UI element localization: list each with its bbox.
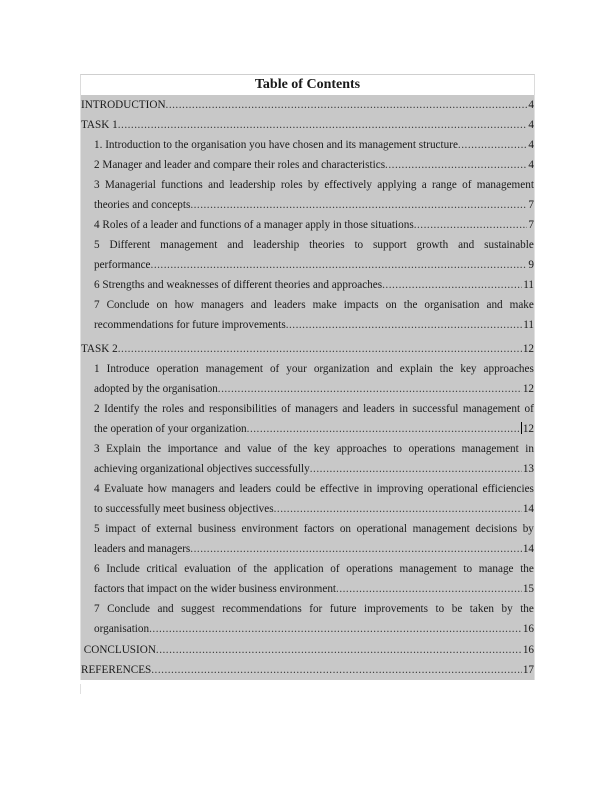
toc-word: by [522, 523, 534, 535]
toc-word: organisation [424, 299, 480, 311]
toc-word: could [275, 483, 301, 495]
toc-word: by [501, 603, 513, 615]
toc-word: key [313, 443, 330, 455]
toc-page-number: 17 [522, 664, 534, 676]
toc-word: leaders [273, 299, 306, 311]
toc-word: Explain [106, 443, 141, 455]
toc-word: to [393, 443, 402, 455]
toc-entry-text: REFERENCES [81, 664, 152, 676]
toc-page-number: 7 [528, 219, 534, 231]
toc-page-number: 4 [528, 139, 534, 151]
toc-word: management [412, 523, 470, 535]
toc-word: critical [146, 563, 178, 575]
toc-entry-task2[interactable] [81, 339, 534, 359]
toc-word: management [461, 443, 519, 455]
toc-word: of [269, 363, 280, 375]
toc-word: and [218, 483, 235, 495]
toc-page-number: 11 [523, 319, 534, 331]
toc-entry-text: 2 Manager and leader and compare their roles and characteristics [94, 159, 386, 171]
dot-leader [151, 255, 528, 275]
dot-leader [247, 419, 520, 439]
toc-word: make [312, 299, 337, 311]
toc-entry-text: the operation of your organization [94, 423, 247, 435]
toc-entry-task1-4[interactable] [81, 215, 534, 235]
toc-entry-text: 1. Introduction to the organisation you have chosen and its management structure [94, 139, 458, 151]
toc-title: Table of Contents [80, 74, 535, 95]
toc-page-number: 7 [528, 199, 534, 211]
toc-word: 4 [94, 483, 100, 495]
dot-leader [118, 339, 522, 359]
toc-entry-text: to successfully meet business objectives [94, 503, 274, 515]
toc-word: in [399, 403, 408, 415]
toc-word: the [293, 443, 308, 455]
toc-entry-task2-2[interactable] [81, 399, 534, 439]
toc-word: explain [399, 363, 433, 375]
toc-word: and [188, 403, 205, 415]
toc-word: approaches [336, 443, 387, 455]
toc-entry-text: organisation [94, 623, 150, 635]
toc-word: improvements [364, 603, 429, 615]
toc-word: in [363, 483, 373, 495]
toc-entry-first-line [94, 175, 534, 195]
toc-word: and [224, 443, 241, 455]
toc-entry-text: 6 Strengths and weaknesses of different theories and approaches [94, 279, 383, 291]
toc-word: by [307, 179, 320, 191]
toc-word: Identify [104, 403, 140, 415]
text-cursor [521, 422, 522, 434]
toc-word: the [520, 603, 534, 615]
toc-entry-text: recommendations for future improvements [94, 319, 286, 331]
toc-entry-task2-3[interactable] [81, 439, 534, 479]
toc-word: impact [105, 523, 136, 535]
toc-word: taken [469, 603, 495, 615]
toc-word: the [143, 403, 158, 415]
toc-entry-first-line [94, 479, 534, 499]
toc-word: on [385, 299, 397, 311]
toc-entry-task2-7[interactable] [81, 599, 534, 639]
toc-word: organization [313, 363, 370, 375]
toc-page-number: 13 [522, 463, 534, 475]
toc-word: and [157, 603, 174, 615]
toc-word: 1 [94, 363, 100, 375]
toc-entry-first-line [94, 359, 534, 379]
toc-page-number: 9 [528, 259, 534, 271]
toc-entry-first-line [94, 235, 534, 255]
toc-word: management [160, 239, 218, 251]
toc-word: be [451, 603, 463, 615]
toc-word: operations [408, 443, 456, 455]
toc-word: managers [171, 483, 215, 495]
toc-word: in [525, 443, 534, 455]
toc-entry-first-line [94, 439, 534, 459]
toc-word: future [329, 603, 357, 615]
toc-word: managers [200, 299, 244, 311]
toc-entry-introduction[interactable] [81, 95, 534, 115]
toc-word: 3 [94, 179, 100, 191]
toc-word: leaders [363, 403, 395, 415]
dot-leader [274, 499, 522, 519]
toc-entry-text: leaders and managers [94, 543, 191, 555]
toc-entry-task1-3[interactable] [81, 175, 534, 215]
toc-word: of [524, 403, 534, 415]
toc-word: 2 [94, 403, 100, 415]
toc-word: make [509, 299, 534, 311]
toc-word: of [277, 443, 288, 455]
toc-word: effective [320, 483, 359, 495]
toc-word: operation [156, 363, 199, 375]
toc-page-number: 15 [522, 583, 534, 595]
toc-word: responsibilities [209, 403, 277, 415]
toc-word: of [281, 403, 291, 415]
toc-word: value [247, 443, 272, 455]
toc-word: operational [356, 523, 407, 535]
toc-word: Include [106, 563, 140, 575]
toc-word: importance [167, 443, 218, 455]
toc-page-number: 12 [522, 383, 534, 395]
toc-word: Conclude [106, 299, 150, 311]
toc-word: Evaluate [104, 483, 144, 495]
toc-word: and [227, 239, 244, 251]
toc-entry-text: TASK 1 [81, 119, 118, 131]
toc-word: your [286, 363, 307, 375]
toc-word: successful [412, 403, 459, 415]
toc-entry-text: 4 Roles of a leader and functions of a manager apply in those situations [94, 219, 414, 231]
toc-entry-first-line [94, 559, 534, 579]
toc-page-number [520, 419, 534, 439]
toc-entry-task2-4[interactable] [81, 479, 534, 519]
toc-word: approaches [483, 363, 534, 375]
toc-word: and [250, 299, 267, 311]
toc-page-number: 12 [522, 343, 534, 355]
toc-word: 7 [94, 299, 100, 311]
toc-word: of [237, 563, 247, 575]
dot-leader [156, 640, 522, 660]
page-border-tail [80, 684, 81, 694]
toc-entry-task2-5[interactable] [81, 519, 534, 559]
toc-word: range [431, 179, 457, 191]
toc-word: operations [346, 563, 393, 575]
dot-leader [336, 579, 522, 599]
toc-word: evaluation [184, 563, 231, 575]
toc-body [80, 95, 535, 680]
toc-entry-references[interactable] [81, 660, 534, 680]
toc-word: roles [162, 403, 184, 415]
toc-word: impacts [343, 299, 379, 311]
toc-word: improving [376, 483, 424, 495]
toc-word: 7 [94, 603, 100, 615]
toc-page-number: 11 [523, 279, 534, 291]
toc-word: on [339, 523, 351, 535]
toc-entry-text: INTRODUCTION [81, 99, 166, 111]
toc-word: and [486, 299, 503, 311]
toc-word: leaders [239, 483, 272, 495]
dot-leader [310, 459, 522, 479]
toc-page-number: 16 [522, 644, 534, 656]
toc-word: recommendations [222, 603, 302, 615]
toc-word: factors [303, 523, 335, 535]
toc-entry-first-line [94, 519, 534, 539]
toc-word: functions [161, 179, 203, 191]
toc-word: management [462, 403, 521, 415]
toc-entry-text: achieving organizational objectives successfully [94, 463, 310, 475]
toc-word: effectively [324, 179, 372, 191]
toc-word: 6 [94, 563, 100, 575]
toc-entry-task1-1[interactable] [81, 135, 534, 155]
toc-word: business [197, 523, 236, 535]
toc-word: and [458, 239, 475, 251]
toc-word: and [342, 403, 359, 415]
toc-word: the [439, 363, 454, 375]
toc-word: for [309, 603, 323, 615]
toc-word: of [462, 179, 472, 191]
table-of-contents [80, 74, 535, 680]
dot-leader [149, 619, 522, 639]
toc-word: manage [478, 563, 514, 575]
toc-word: management [205, 363, 263, 375]
toc-page-number: 4 [528, 99, 534, 111]
toc-word: how [147, 483, 167, 495]
toc-word: the [253, 563, 268, 575]
toc-entry-task2-6[interactable] [81, 559, 534, 599]
toc-word: managers [295, 403, 338, 415]
toc-word: management [476, 179, 534, 191]
dot-leader [166, 95, 528, 115]
toc-entry-text: factors that impact on the wider business environment [94, 583, 337, 595]
toc-page-number: 4 [528, 159, 534, 171]
toc-word: 5 [94, 239, 100, 251]
toc-word: support [373, 239, 407, 251]
dot-leader [218, 379, 522, 399]
toc-word: efficiencies [482, 483, 534, 495]
toc-word: leadership [229, 179, 276, 191]
dot-leader [190, 539, 522, 559]
toc-entry-task1-6[interactable] [81, 275, 534, 295]
toc-page-number: 4 [528, 119, 534, 131]
toc-word: leadership [253, 239, 300, 251]
toc-page-number: 14 [522, 543, 534, 555]
toc-entry-task1-5[interactable] [81, 235, 534, 275]
dot-leader [385, 155, 527, 175]
dot-leader [118, 115, 528, 135]
toc-word: be [304, 483, 316, 495]
toc-word: external [156, 523, 193, 535]
toc-entry-text: theories and concepts [94, 199, 191, 211]
toc-word: to [463, 563, 473, 575]
toc-word: sustainable [484, 239, 534, 251]
toc-word: to [354, 239, 364, 251]
toc-word: 5 [94, 523, 100, 535]
toc-entry-conclusion[interactable] [81, 640, 534, 660]
dot-leader [414, 215, 528, 235]
toc-word: suggest [181, 603, 215, 615]
dot-leader [458, 135, 527, 155]
toc-word: decisions [475, 523, 518, 535]
toc-word: Different [109, 239, 151, 251]
toc-entry-task1-2[interactable] [81, 155, 534, 175]
toc-entry-task1-7[interactable] [81, 295, 534, 335]
toc-word: growth [416, 239, 449, 251]
toc-word: 3 [94, 443, 100, 455]
toc-word: on [156, 299, 168, 311]
toc-word: application [273, 563, 324, 575]
toc-word: environment [241, 523, 299, 535]
toc-page-number-value: 12 [522, 423, 534, 435]
toc-word: of [330, 563, 340, 575]
toc-word: the [520, 563, 534, 575]
dot-leader [190, 195, 527, 215]
toc-entry-text: CONCLUSION [81, 644, 156, 656]
toc-word: and [376, 363, 393, 375]
toc-word: and [208, 179, 225, 191]
toc-entry-first-line [94, 599, 534, 619]
dot-leader [382, 275, 522, 295]
toc-page-number: 16 [522, 623, 534, 635]
toc-word: the [403, 299, 418, 311]
toc-entry-task2-1[interactable] [81, 359, 534, 399]
toc-word: to [435, 603, 445, 615]
toc-word: operational [427, 483, 479, 495]
toc-entry-first-line [94, 399, 534, 419]
toc-word: key [460, 363, 477, 375]
toc-word: Conclude [107, 603, 150, 615]
toc-word: Introduce [106, 363, 150, 375]
toc-word: applying [377, 179, 417, 191]
toc-entry-text: adopted by the organisation [94, 383, 218, 395]
dot-leader [286, 315, 523, 335]
dot-leader [151, 660, 522, 680]
toc-entry-first-line [94, 295, 534, 315]
toc-word: how [174, 299, 194, 311]
toc-word: the [147, 443, 162, 455]
toc-word: roles [280, 179, 303, 191]
toc-entry-text: performance [94, 259, 151, 271]
toc-word: theories [309, 239, 345, 251]
toc-entry-text: TASK 2 [81, 343, 118, 355]
toc-entry-task1[interactable] [81, 115, 534, 135]
toc-word: of [141, 523, 151, 535]
toc-page-number: 14 [522, 503, 534, 515]
toc-word: management [399, 563, 457, 575]
toc-word: Managerial [104, 179, 156, 191]
toc-word: a [421, 179, 427, 191]
